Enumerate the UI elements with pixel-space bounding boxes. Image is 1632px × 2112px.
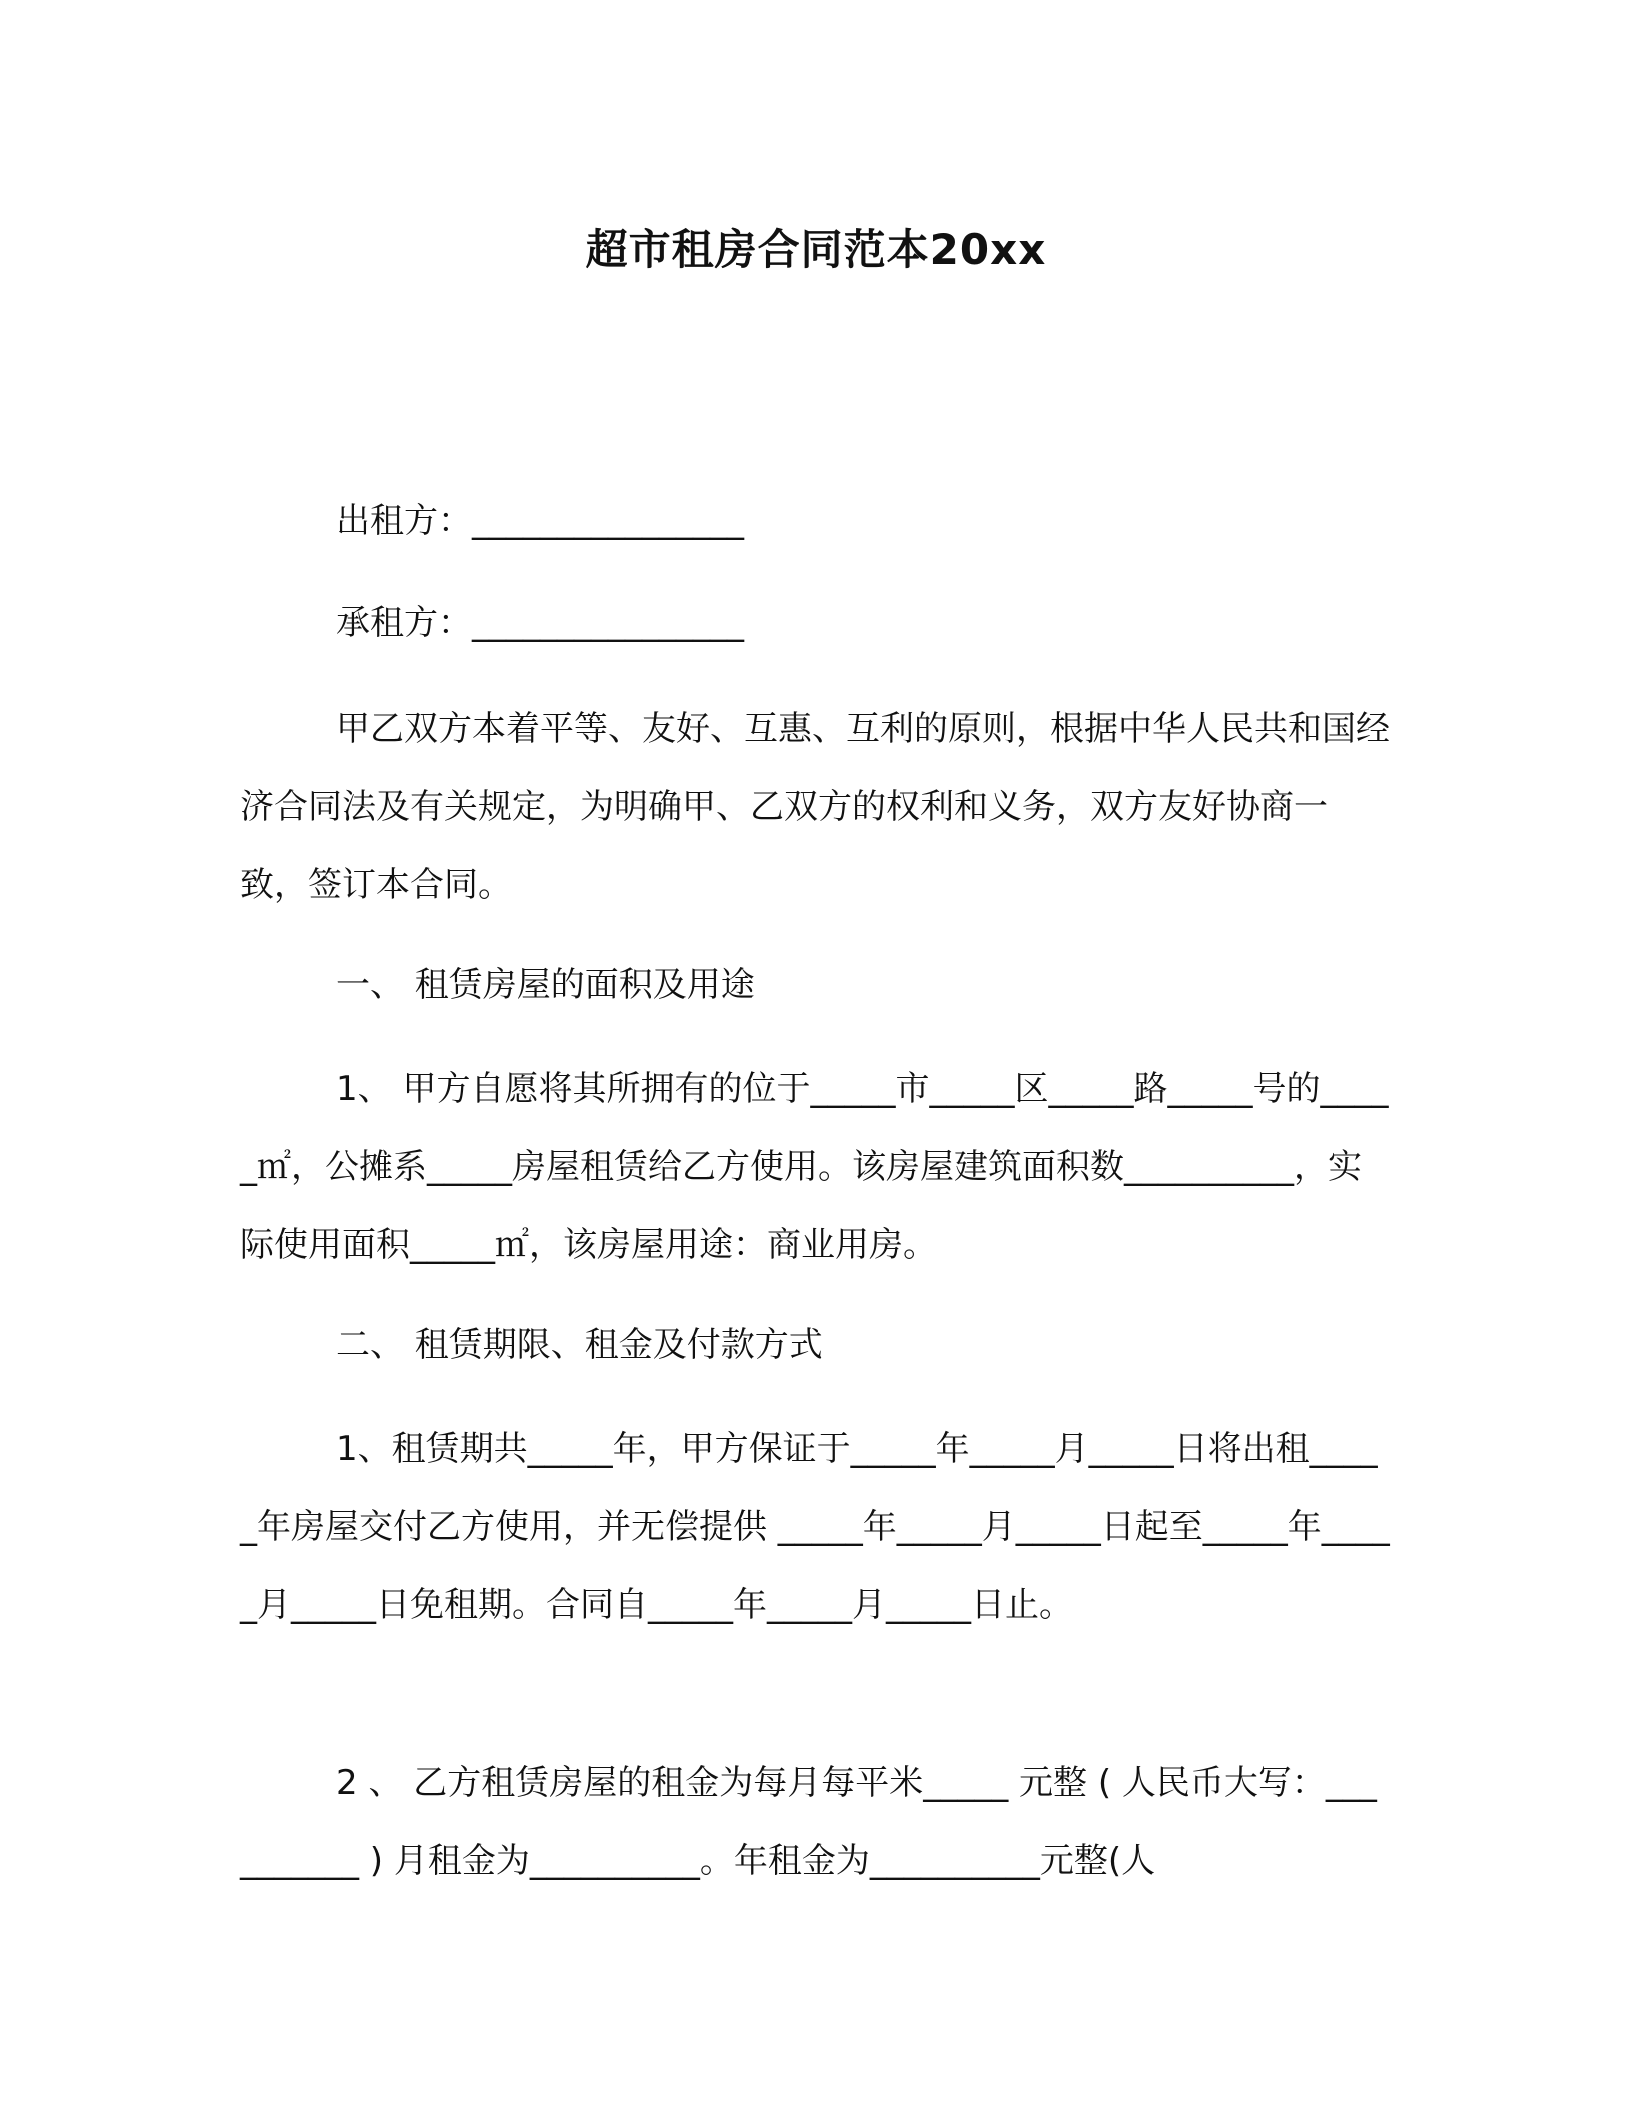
- section1-heading: 一、 租赁房屋的面积及用途: [336, 965, 755, 1005]
- intro-paragraph: 甲乙双方本着平等、友好、互惠、互利的原则，根据中华人民共和国经济合同法及有关规定，为明确甲、乙双方的权利和义务，双方友好协商一致，签订本合同。: [240, 709, 1390, 905]
- section2-heading: 二、 租赁期限、租金及付款方式: [336, 1325, 823, 1365]
- document-title: 超市租房合同范本20xx: [585, 225, 1047, 274]
- section1-item1: 1、 甲方自愿将其所拥有的位于_____市_____区_____路_____号的_____㎡，公摊系_____房屋租赁给乙方使用。该房屋建筑面积数__________，实际使用面积_____㎡，该房屋用途：商业用房。: [240, 1069, 1389, 1265]
- lessor-line: 出租方：________________: [336, 501, 744, 541]
- lessee-line: 承租方：________________: [336, 603, 744, 643]
- section2-item2: 2 、 乙方租赁房屋的租金为每月每平米_____ 元整 ( 人民币大写：__________ ) 月租金为__________。年租金为__________元整(人: [240, 1763, 1377, 1881]
- section2-item1: 1、租赁期共_____年，甲方保证于_____年_____月_____日将出租_____年房屋交付乙方使用，并无偿提供 _____年_____月_____日起至_____年_____月_____日免租期。合同自_____年_____月_____日止。: [240, 1429, 1390, 1625]
